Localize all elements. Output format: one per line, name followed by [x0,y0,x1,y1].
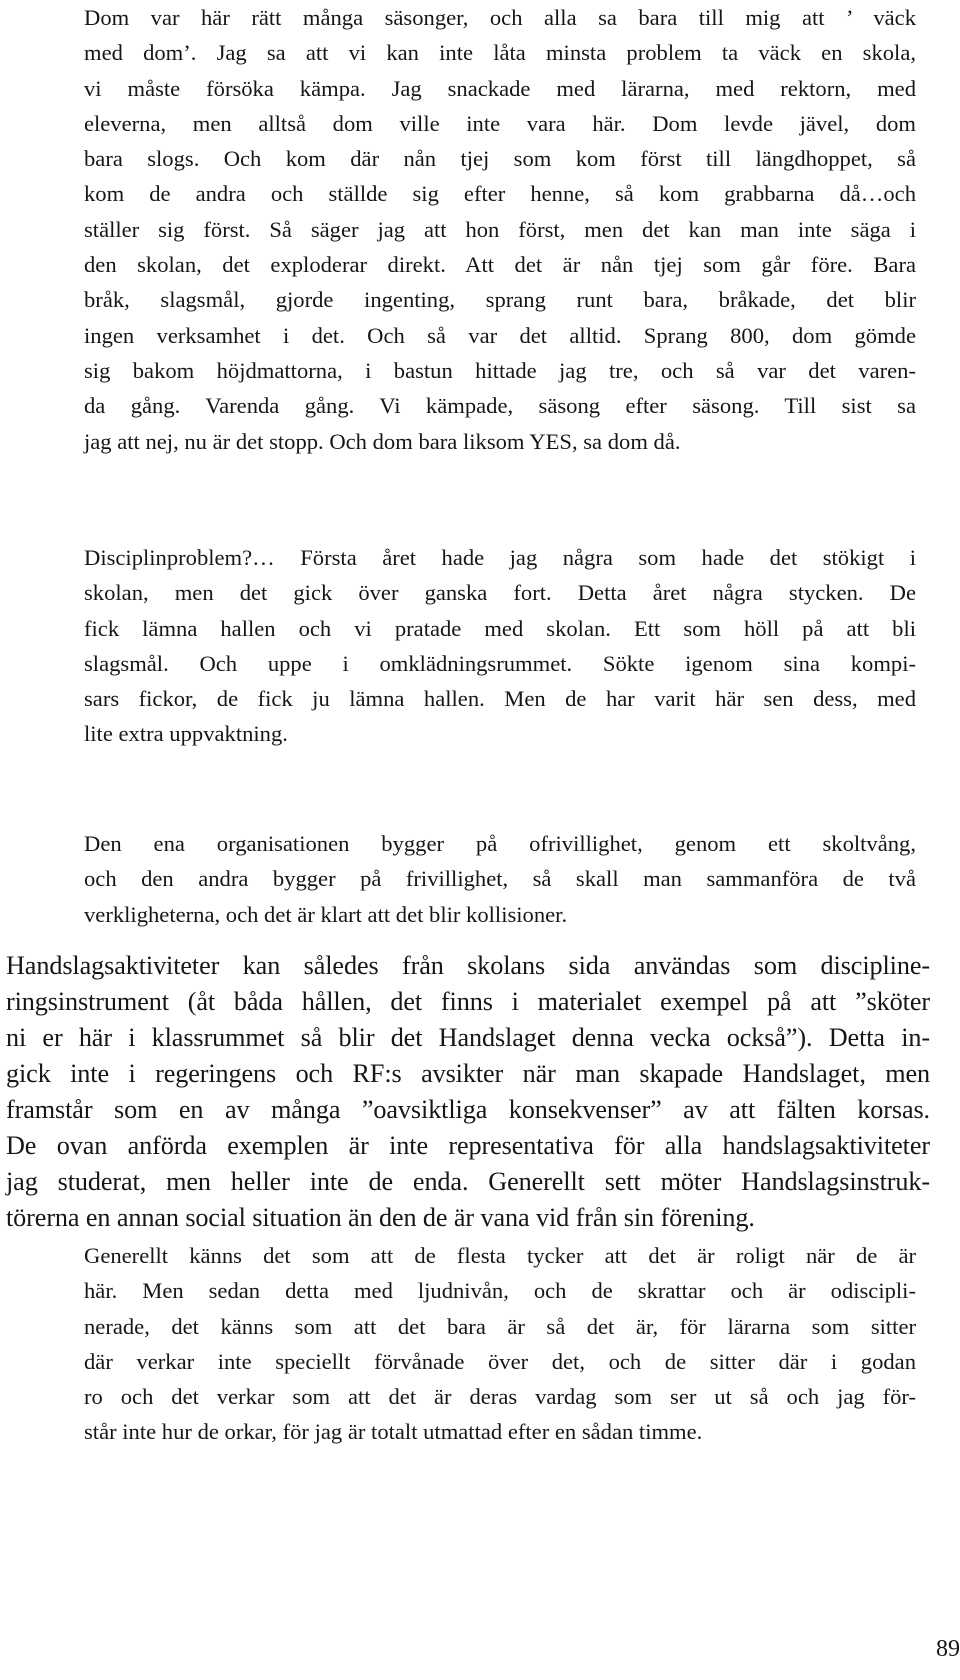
interview-quote-4 [84,1238,916,1450]
text-line: nerade, det känns som att det bara är så det är, för lärarna som sitter [84,1313,916,1339]
interview-quote-3 [84,826,916,932]
text-line: fick lämna hallen och vi pratade med skolan. Ett som höll på att bli [84,615,916,641]
text-line: jag att nej, nu är det stopp. Och dom bara liksom YES, sa dom då. [84,428,681,454]
text-line: den skolan, det exploderar direkt. Att det är nån tjej som går före. Bara [84,252,916,278]
text-line: ställer sig först. Så säger jag att hon först, men det kan man inte säga i [84,216,916,242]
text-line: bara slogs. Och kom där nån tjej som kom först till längdhoppet, så [84,146,916,172]
text-line: sig bakom höjdmattorna, i bastun hittade jag tre, och så var det varen- [84,357,916,383]
text-line: vi måste försöka kämpa. Jag snackade med lärarna, med rektorn, med [84,75,916,101]
text-line: ringsinstrument (åt båda hållen, det finns i materialet exempel på att ”sköter [6,987,930,1016]
text-line: här. Men sedan detta med ljudnivån, och de skrattar och är odiscipli- [84,1278,916,1304]
text-line: verkligheterna, och det är klart att det blir kollisioner. [84,901,568,927]
text-line: eleverna, men alltså dom ville inte vara här. Dom levde jävel, dom [84,110,916,136]
page-number: 89 [936,1636,960,1662]
interview-quote-1 [84,0,916,459]
interview-quote-2 [84,540,916,752]
text-line: da gång. Varenda gång. Vi kämpade, säsong efter säsong. Till sist sa [84,393,916,419]
text-line: törerna en annan social situation än den de är vana vid från sin förening. [6,1203,755,1232]
text-line: lite extra uppvaktning. [84,721,288,747]
text-line: framstår som en av många ”oavsiktliga konsekvenser” av att fälten korsas. [6,1095,930,1124]
text-line: jag studerat, men heller inte de enda. Generellt sett möter Handslagsinstruk- [6,1167,930,1196]
text-line: där verkar inte speciellt förvånade över det, och de sitter där i godan [84,1348,916,1374]
text-line: gick inte i regeringens och RF:s avsikter när man skapade Handslaget, men [6,1059,930,1088]
text-line: Handslagsaktiviteter kan således från skolans sida användas som discipline- [6,951,930,980]
text-line: skolan, men det gick över ganska fort. Detta året några stycken. De [84,580,916,606]
text-line: med dom’. Jag sa att vi kan inte låta minsta problem ta väck en skola, [84,40,916,66]
text-line: Den ena organisationen bygger på ofrivillighet, genom ett skoltvång, [84,831,916,856]
text-line: står inte hur de orkar, för jag är totalt utmattad efter en sådan timme. [84,1419,703,1445]
text-line: Disciplinproblem?… Första året hade jag några som hade det stökigt i [84,545,916,570]
text-line: ni er här i klassrummet så blir det Handslaget denna vecka också”). Detta in- [6,1023,930,1052]
text-line: Dom var här rätt många säsonger, och alla sa bara till mig att ’ väck [84,5,916,30]
text-line: De ovan anförda exemplen är inte representativa för alla handslagsaktiviteter [6,1131,930,1160]
text-line: bråk, slagsmål, gjorde ingenting, sprang runt bara, bråkade, det blir [84,287,916,313]
text-line: Generellt känns det som att de flesta tycker att det är roligt när de är [84,1243,916,1268]
text-line: slagsmål. Och uppe i omklädningsrummet. Sökte igenom sina kompi- [84,650,916,676]
text-line: sars fickor, de fick ju lämna hallen. Men de har varit här sen dess, med [84,686,916,712]
text-line: ro och det verkar som att det är deras vardag som ser ut så och jag för- [84,1384,916,1410]
text-line: kom de andra och ställde sig efter henne, så kom grabbarna då…och [84,181,916,207]
text-line: och den andra bygger på frivillighet, så skall man sammanföra de två [84,866,916,892]
text-line: ingen verksamhet i det. Och så var det alltid. Sprang 800, dom gömde [84,322,916,348]
body-paragraph [6,948,930,1236]
